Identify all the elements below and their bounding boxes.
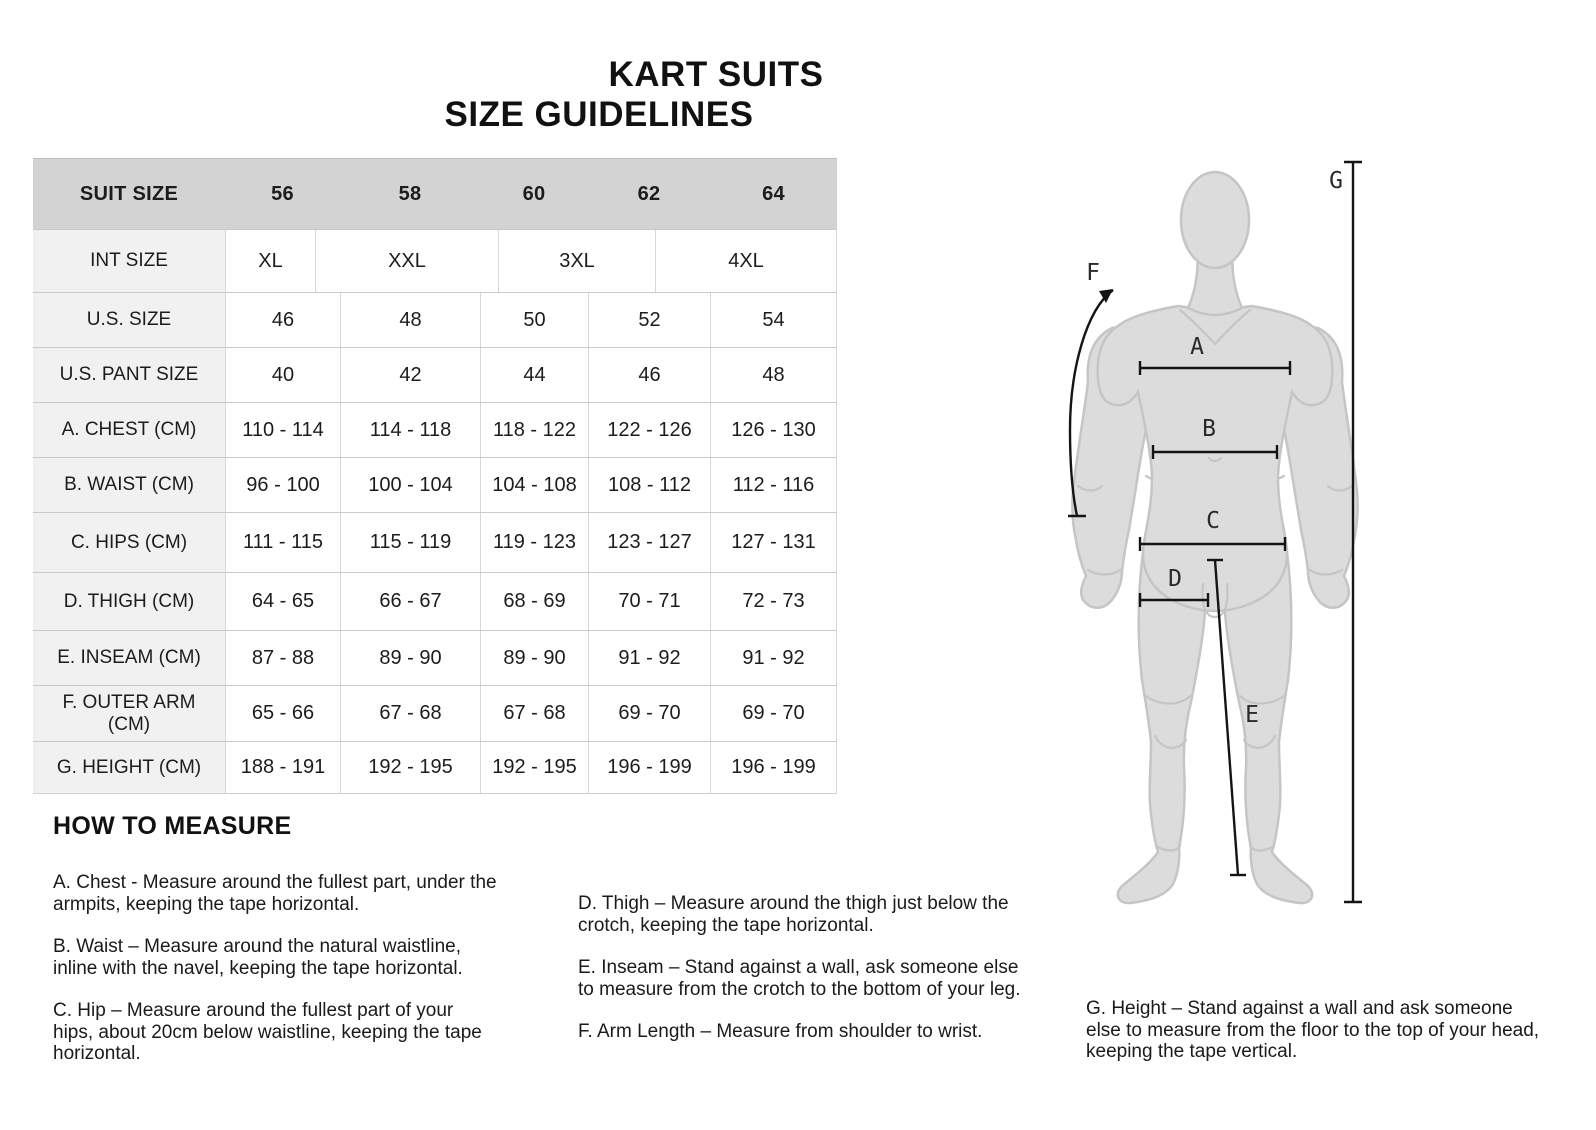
table-row [33,347,837,402]
measure-column-2 [578,893,1030,1064]
table-cell: 122 - 126 [588,403,710,457]
table-cell: 44 [480,348,588,402]
header-value: 58 [398,182,422,205]
table-cell: 115 - 119 [340,513,480,572]
table-cell: 126 - 130 [710,403,837,457]
table-cell: 123 - 127 [588,513,710,572]
measure-instruction-waist: B. Waist – Measure around the natural waistline, inline with the navel, keeping the tape horizontal. [53,936,463,979]
table-cell: 69 - 70 [710,686,837,741]
table-cell: 192 - 195 [340,742,480,793]
table-cell: 42 [340,348,480,402]
table-cell: 112 - 116 [710,458,837,512]
row-label: E. INSEAM (CM) [33,631,225,685]
label-d: D [1168,566,1182,592]
table-cell: 70 - 71 [588,573,710,630]
measure-instruction-inseam: E. Inseam – Stand against a wall, ask someone else to measure from the crotch to the bottom of your leg. [578,957,1021,1000]
row-label: C. HIPS (CM) [33,513,225,572]
table-row [33,741,837,794]
table-cell: 40 [225,348,340,402]
measure-instruction-arm: F. Arm Length – Measure from shoulder to wrist. [578,1021,983,1042]
table-row [33,630,837,685]
table-row [33,457,837,512]
table-cell: 67 - 68 [480,686,588,741]
table-cell: 192 - 195 [480,742,588,793]
table-row [33,685,837,741]
table-cell: 52 [588,293,710,347]
table-row [33,512,837,572]
table-int-row [33,229,837,292]
table-cell: 46 [225,293,340,347]
table-cell: 50 [480,293,588,347]
measure-instruction-hip: C. Hip – Measure around the fullest part of your hips, about 20cm below waistline, keeping the tape horizontal. [53,1000,482,1064]
table-row [33,572,837,630]
table-cell: 3XL [498,230,655,292]
label-e: E [1245,702,1259,728]
table-cell: 91 - 92 [588,631,710,685]
label-c: C [1206,508,1220,534]
row-label: G. HEIGHT (CM) [33,742,225,793]
table-cell: 68 - 69 [480,573,588,630]
table-cell: 96 - 100 [225,458,340,512]
table-cell: 4XL [655,230,837,292]
table-cell: 89 - 90 [480,631,588,685]
row-label: U.S. PANT SIZE [33,348,225,402]
table-cell: XL [225,230,315,292]
table-cell: 67 - 68 [340,686,480,741]
table-cell: 48 [710,348,837,402]
measure-instruction-chest: A. Chest - Measure around the fullest part, under the armpits, keeping the tape horizontal. [53,872,497,915]
table-row [33,402,837,457]
table-cell: 110 - 114 [225,403,340,457]
table-cell: 196 - 199 [588,742,710,793]
table-cell: 111 - 115 [225,513,340,572]
table-cell: 127 - 131 [710,513,837,572]
table-cell: 119 - 123 [480,513,588,572]
table-cell: 46 [588,348,710,402]
table-row [33,292,837,347]
measure-instruction-thigh: D. Thigh – Measure around the thigh just below the crotch, keeping the tape horizontal. [578,893,1009,936]
table-cell: 118 - 122 [480,403,588,457]
row-label: A. CHEST (CM) [33,403,225,457]
how-to-measure-heading: HOW TO MEASURE [53,812,292,840]
page-title-line1: KART SUITS [608,55,824,94]
size-table [33,158,837,794]
header-value: 64 [762,182,785,205]
label-a: A [1190,334,1204,360]
body-measurement-figure [1000,140,1420,920]
table-cell: 65 - 66 [225,686,340,741]
table-cell: 87 - 88 [225,631,340,685]
table-cell: 54 [710,293,837,347]
table-cell: 114 - 118 [340,403,480,457]
label-f: F [1086,260,1100,286]
table-cell: 69 - 70 [588,686,710,741]
label-b: B [1202,416,1216,442]
table-cell: 48 [340,293,480,347]
row-label: INT SIZE [33,230,225,292]
page-title-line2: SIZE GUIDELINES [444,95,754,134]
table-cell: 108 - 112 [588,458,710,512]
row-label: D. THIGH (CM) [33,573,225,630]
header-label: SUIT SIZE [79,183,179,205]
measure-column-3 [1086,998,1544,1084]
table-cell: 72 - 73 [710,573,837,630]
measure-column-1 [53,872,498,1086]
label-g: G [1329,168,1343,194]
table-cell: 66 - 67 [340,573,480,630]
table-header-row [33,158,837,229]
row-label: F. OUTER ARM (CM) [33,686,225,741]
measure-instruction-height: G. Height – Stand against a wall and ask someone else to measure from the floor to the top of your head, keeping the tape vertical. [1086,998,1540,1062]
table-cell: XXL [315,230,498,292]
table-cell: 188 - 191 [225,742,340,793]
row-label: B. WAIST (CM) [33,458,225,512]
table-cell: 100 - 104 [340,458,480,512]
header-value: 62 [637,182,661,205]
table-cell: 196 - 199 [710,742,837,793]
table-cell: 64 - 65 [225,573,340,630]
table-cell: 104 - 108 [480,458,588,512]
header-value: 60 [522,182,546,205]
table-cell: 91 - 92 [710,631,837,685]
mannequin-silhouette [1072,172,1357,903]
table-cell: 89 - 90 [340,631,480,685]
header-value: 56 [271,182,294,205]
row-label: U.S. SIZE [33,293,225,347]
